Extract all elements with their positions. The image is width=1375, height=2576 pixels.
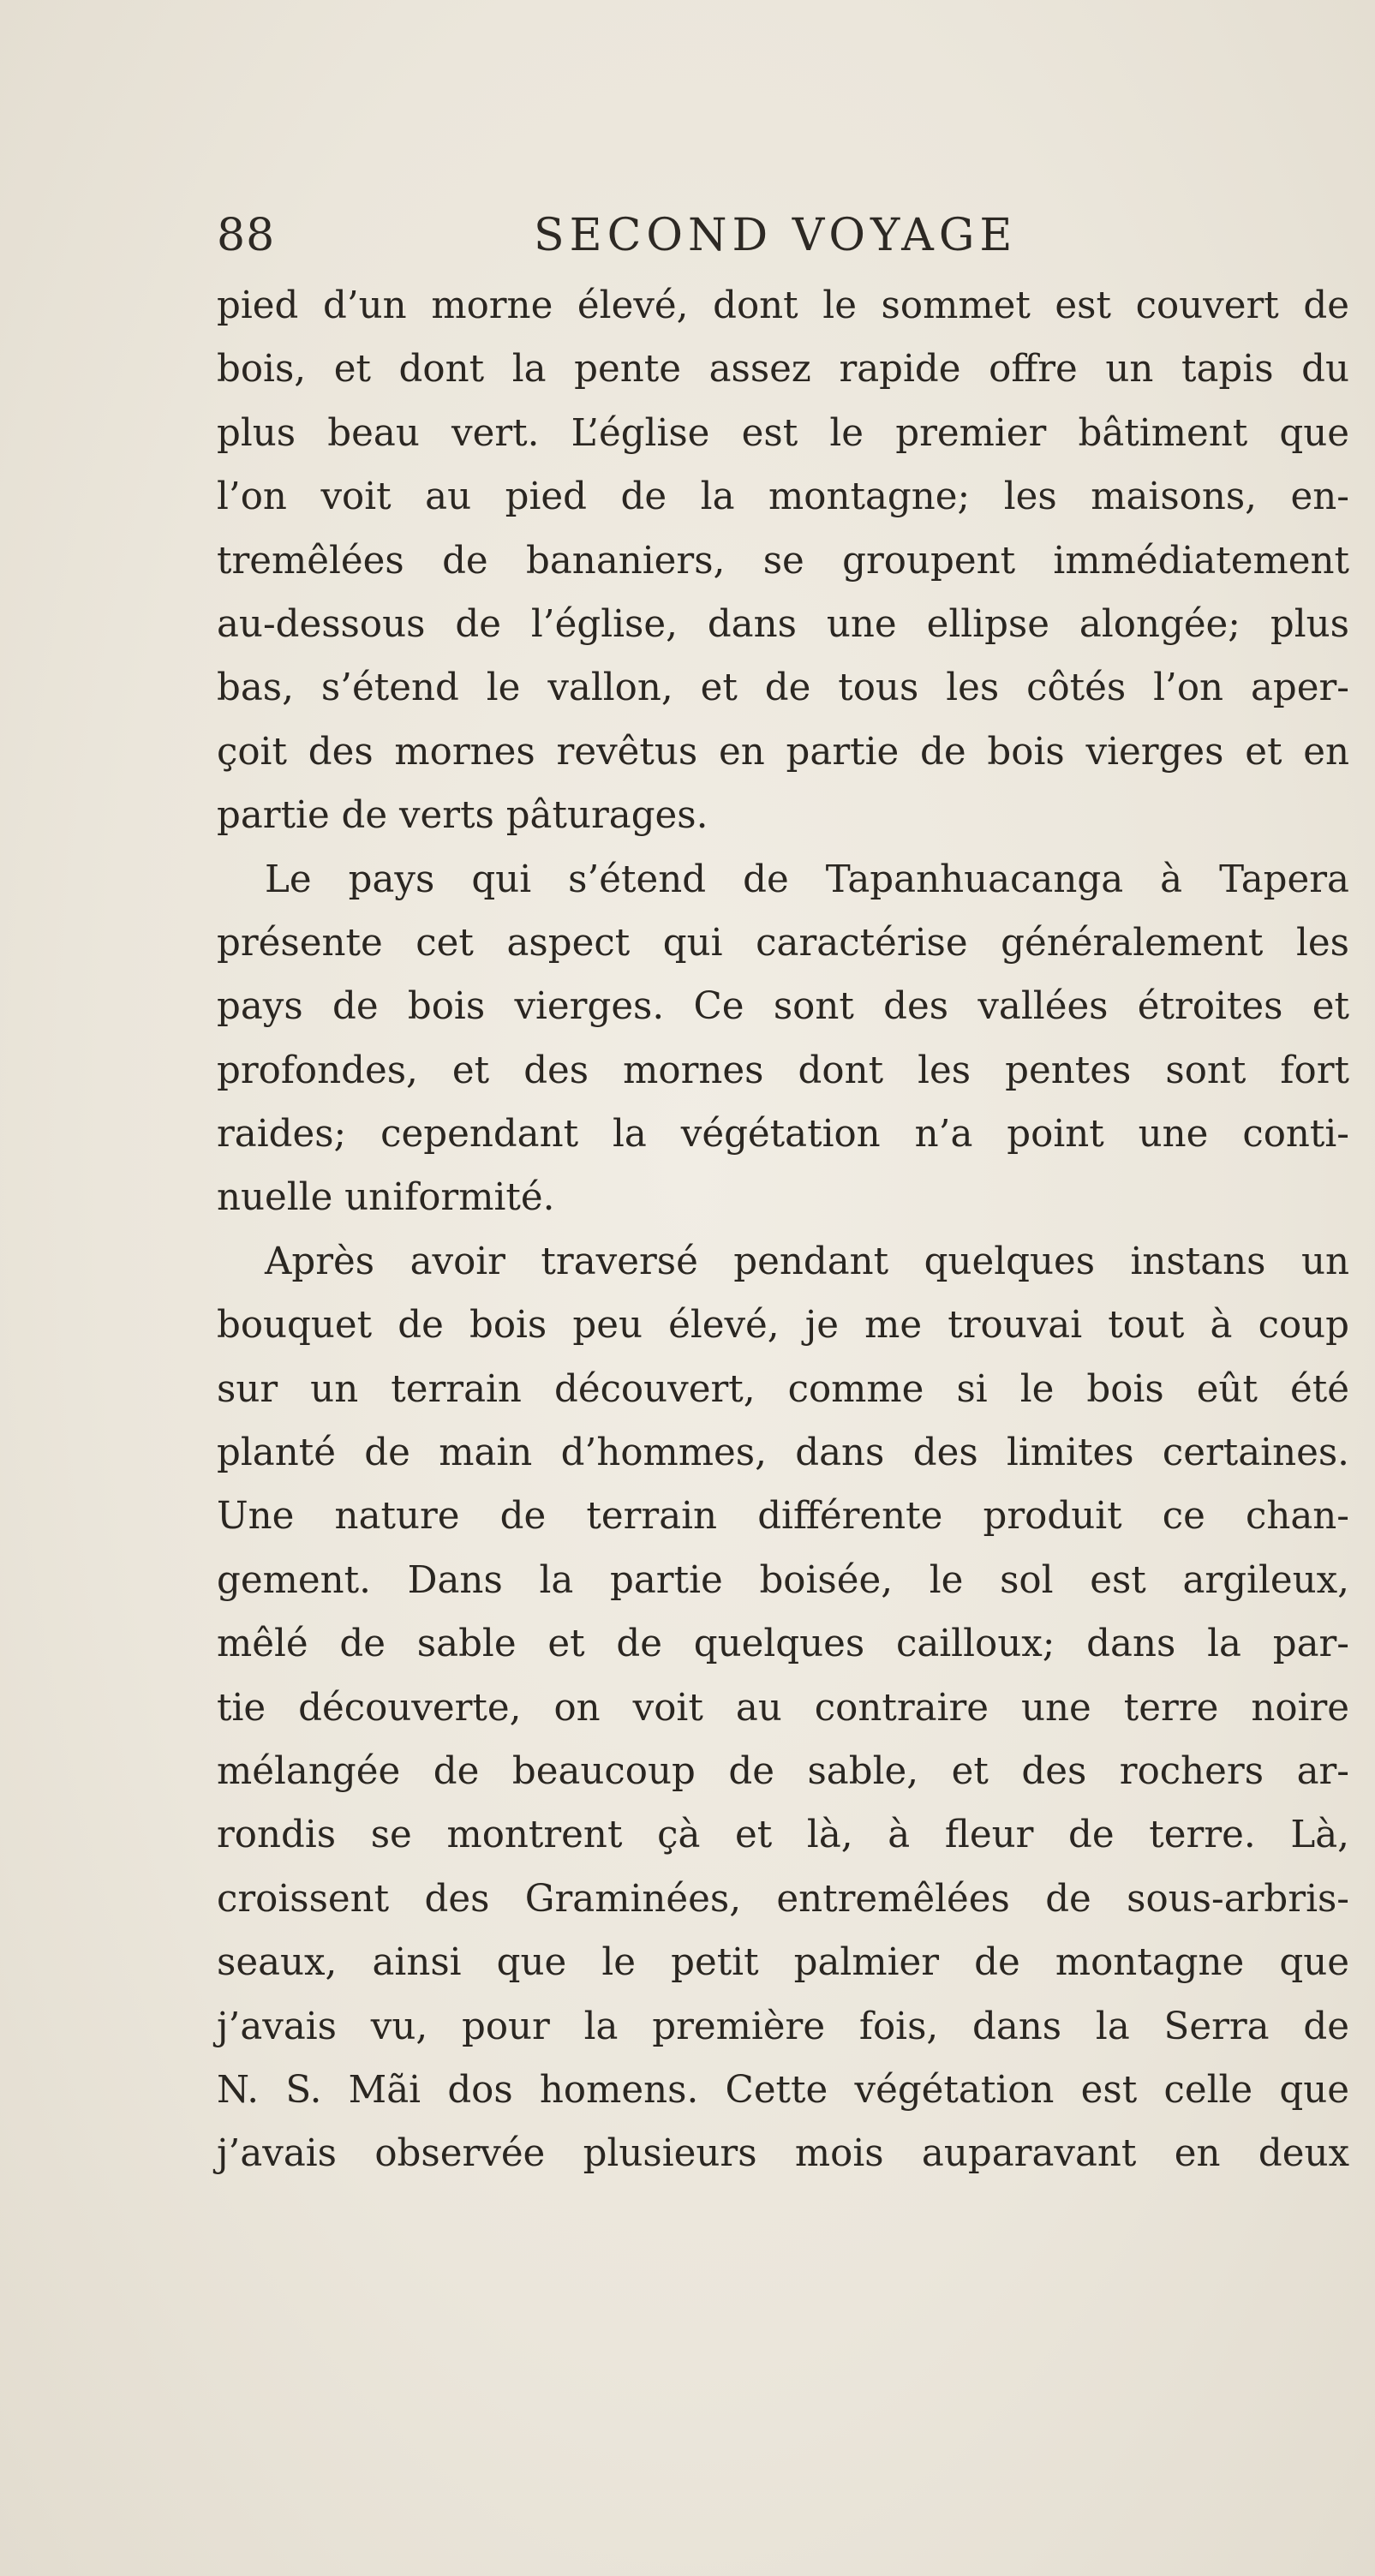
text-line: seaux, ainsi que le petit palmier de montagne que <box>217 1941 1349 1985</box>
text-line: plus beau vert. L’église est le premier bâtiment que <box>217 411 1349 455</box>
text-line: nuelle uniformité. <box>217 1176 555 1220</box>
text-line: pays de bois vierges. Ce sont des vallées étroites et <box>217 985 1349 1029</box>
text-line: j’avais vu, pour la première fois, dans la Serra de <box>217 2005 1349 2048</box>
text-line: N. S. Mãi dos homens. Cette végétation est celle que <box>217 2068 1349 2112</box>
text-line: bas, s’étend le vallon, et de tous les côtés l’on aper- <box>217 666 1349 710</box>
text-line: sur un terrain découvert, comme si le bois eût été <box>217 1367 1349 1411</box>
text-line: présente cet aspect qui caractérise généralement les <box>217 921 1349 965</box>
text-line: j’avais observée plusieurs mois auparavant en deux <box>217 2132 1349 2176</box>
text-line: çoit des mornes revêtus en partie de bois vierges et en <box>217 730 1349 774</box>
text-line: croissent des Graminées, entremêlées de sous-arbris- <box>217 1877 1349 1921</box>
text-line: tremêlées de bananiers, se groupent immédiatement <box>217 539 1349 583</box>
page-number: 88 <box>217 210 276 261</box>
text-line: l’on voit au pied de la montagne; les maisons, en- <box>217 475 1349 519</box>
text-line: mêlé de sable et de quelques cailloux; dans la par- <box>217 1623 1349 1666</box>
text-line: gement. Dans la partie boisée, le sol est argileux, <box>217 1558 1349 1602</box>
text-line: Après avoir traversé pendant quelques instans un <box>265 1240 1349 1283</box>
text-line: pied d’un morne élevé, dont le sommet est couvert de <box>217 284 1349 327</box>
text-line: planté de main d’hommes, dans des limites certaines. <box>217 1431 1349 1475</box>
text-line: au-dessous de l’église, dans une ellipse alongée; plus <box>217 602 1349 646</box>
page-header <box>217 210 1356 270</box>
body-text <box>217 274 1349 2186</box>
text-line: Une nature de terrain différente produit ce chan- <box>217 1495 1349 1539</box>
text-line: tie découverte, on voit au contraire une terre noire <box>217 1686 1349 1730</box>
text-line: profondes, et des mornes dont les pentes sont fort <box>217 1049 1349 1092</box>
text-line: raides; cependant la végétation n’a point une conti- <box>217 1113 1349 1157</box>
text-line: bouquet de bois peu élevé, je me trouvai tout à coup <box>217 1304 1349 1348</box>
text-line: Le pays qui s’étend de Tapanhuacanga à Tapera <box>265 858 1349 901</box>
text-line: partie de verts pâturages. <box>217 794 708 838</box>
running-head: SECOND VOYAGE <box>534 210 1018 261</box>
text-line: mélangée de beaucoup de sable, et des rochers ar- <box>217 1749 1349 1793</box>
text-line: rondis se montrent çà et là, à fleur de terre. Là, <box>217 1814 1349 1857</box>
text-line: bois, et dont la pente assez rapide offre un tapis du <box>217 348 1349 391</box>
